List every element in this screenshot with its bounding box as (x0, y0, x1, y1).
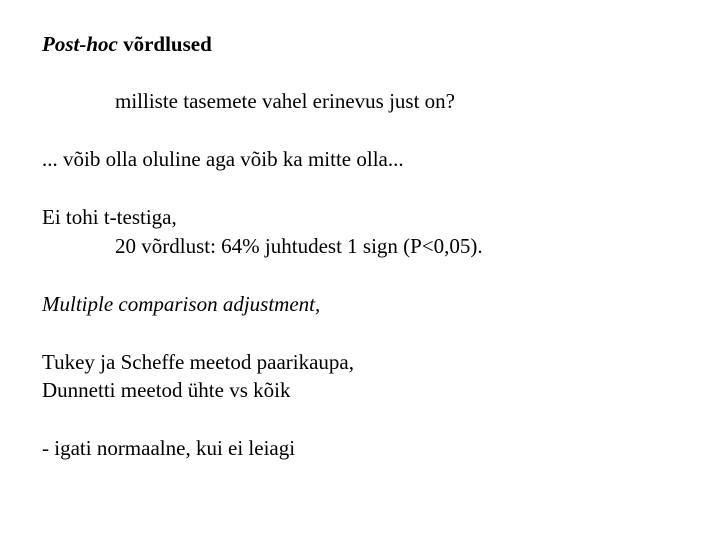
question-text: milliste tasemete vahel erinevus just on? (115, 89, 455, 113)
slide-title-italic: Post-hoc (42, 32, 118, 56)
final-note: - igati normaalne, kui ei leiagi (42, 436, 296, 460)
slide-title (42, 32, 212, 56)
adjustment-heading: Multiple comparison adjustment, (42, 292, 321, 316)
ttest-heading: Ei tohi t-testiga, (42, 205, 177, 229)
method-dunnett: Dunnetti meetod ühte vs kõik (42, 378, 291, 402)
slide-title-rest: võrdlused (117, 32, 212, 56)
note-text: ... võib olla oluline aga võib ka mitte olla... (42, 147, 404, 171)
ttest-detail: 20 võrdlust: 64% juhtudest 1 sign (P<0,05). (115, 234, 483, 258)
method-tukey: Tukey ja Scheffe meetod paarikaupa, (42, 350, 354, 374)
